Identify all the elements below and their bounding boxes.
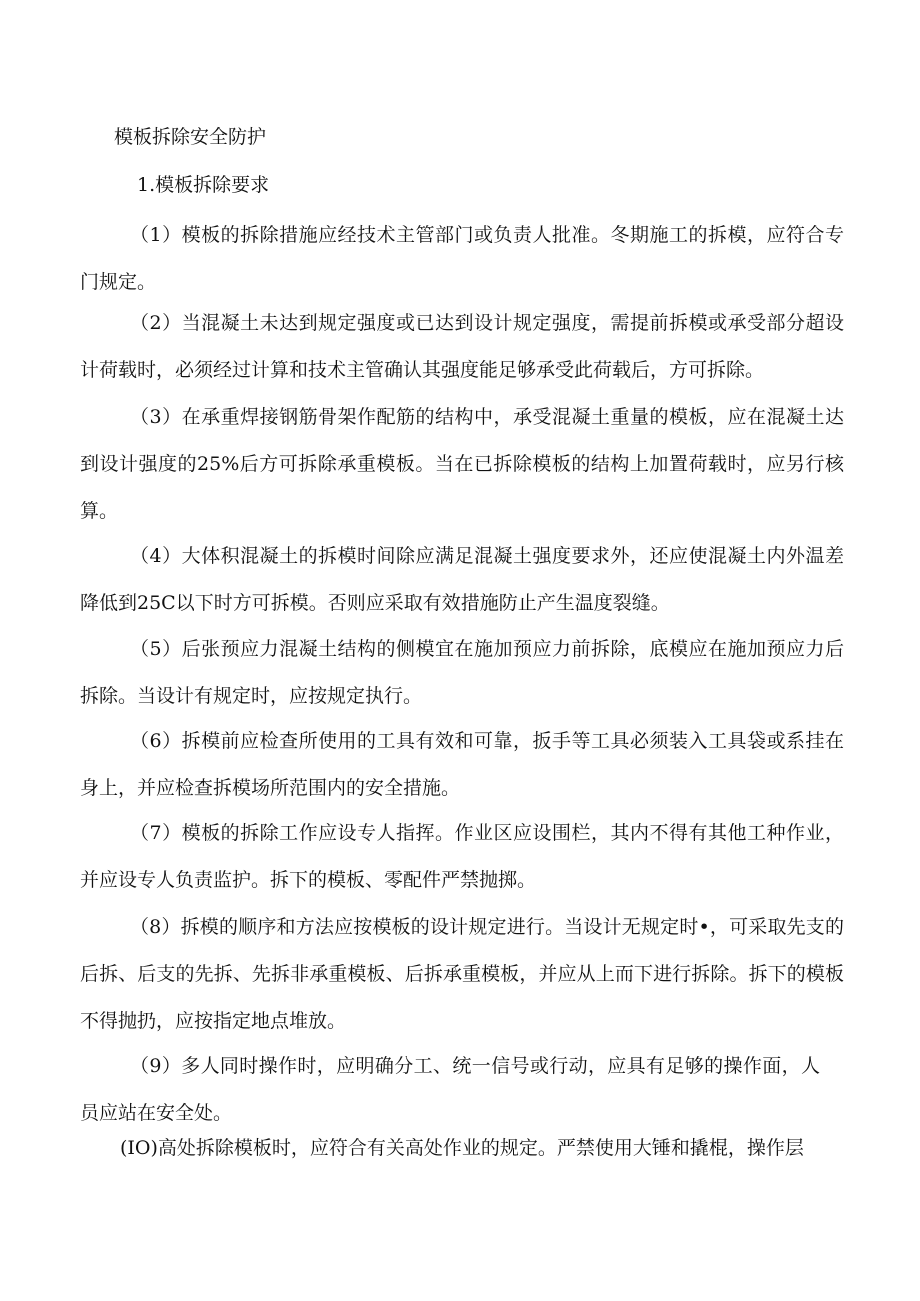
- section-heading: 1.模板拆除要求: [137, 174, 270, 196]
- paragraph-5: （5）后张预应力混凝土结构的侧模宜在施加预应力前拆除，底模应在施加预应力后拆除。当设计有规定时，应按规定执行。: [80, 638, 844, 707]
- paragraph-3: （3）在承重焊接钢筋骨架作配筋的结构中，承受混凝土重量的模板，应在混凝土达到设计强度的25%后方可拆除承重模板。当在已拆除模板的结构上加置荷载时，应另行核算。: [80, 406, 844, 522]
- document-title: 模板拆除安全防护: [114, 126, 267, 148]
- paragraph-8: （8）拆模的顺序和方法应按模板的设计规定进行。当设计无规定时•，可采取先支的后拆、后支的先拆、先拆非承重模板、后拆承重模板，并应从上而下进行拆除。拆下的模板不得抛扔，应按指定地点堆放。: [80, 916, 844, 1032]
- paragraph-6: （6）拆模前应检查所使用的工具有效和可靠，扳手等工具必须装入工具袋或系挂在身上，并应检查拆模场所范围内的安全措施。: [80, 730, 844, 799]
- paragraph-9: （9）多人同时操作时，应明确分工、统一信号或行动，应具有足够的操作面，人员应站在安全处。: [80, 1055, 820, 1124]
- paragraph-7: （7）模板的拆除工作应设专人指挥。作业区应设围栏，其内不得有其他工种作业，并应设专人负责监护。拆下的模板、零配件严禁抛掷。: [80, 822, 844, 891]
- paragraph-4: （4）大体积混凝土的拆模时间除应满足混凝土强度要求外，还应使混凝土内外温差降低到25C以下时方可拆模。否则应采取有效措施防止产生温度裂缝。: [80, 545, 844, 614]
- paragraph-10: (IO)高处拆除模板时，应符合有关高处作业的规定。严禁使用大锤和撬棍，操作层: [120, 1137, 804, 1159]
- paragraph-1: （1）模板的拆除措施应经技术主管部门或负责人批准。冬期施工的拆模，应符合专门规定。: [80, 224, 844, 293]
- paragraph-2: （2）当混凝土未达到规定强度或已达到设计规定强度，需提前拆模或承受部分超设计荷载时，必须经过计算和技术主管确认其强度能足够承受此荷载后，方可拆除。: [80, 312, 844, 381]
